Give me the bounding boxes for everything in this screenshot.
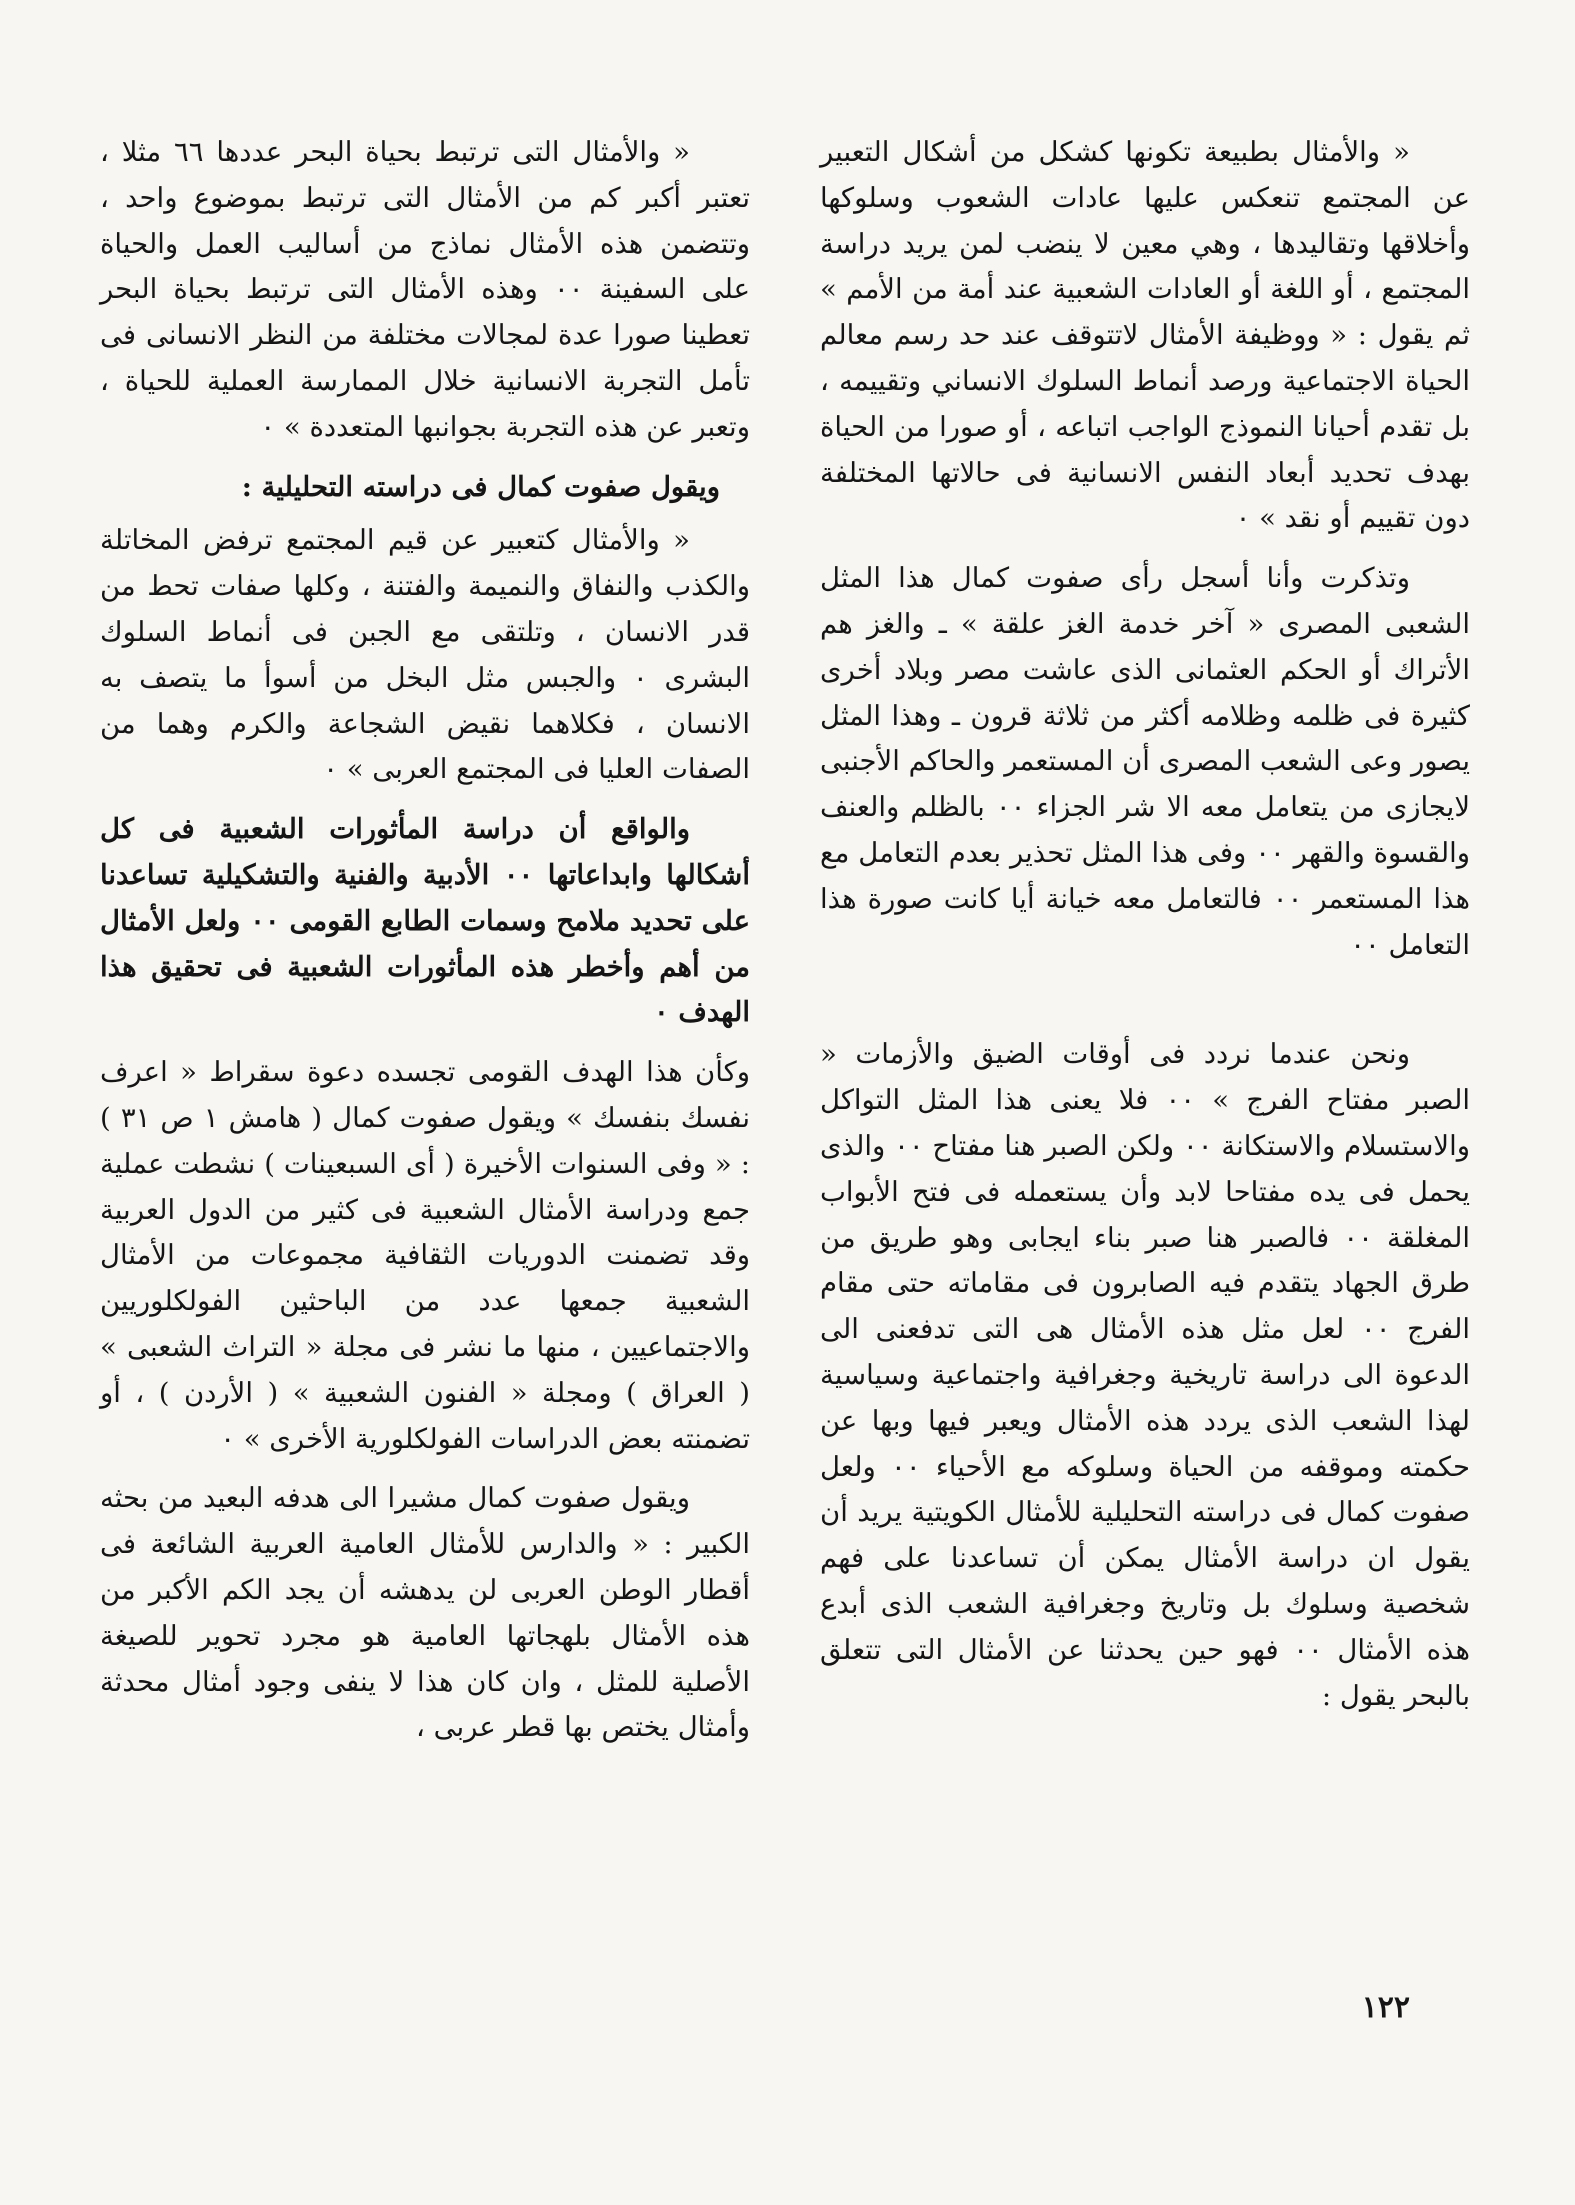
paragraph: « والأمثال كتعبير عن قيم المجتمع ترفض المخاتلة والكذب والنفاق والنميمة والفتنة ، وكلها صفات تحط من قدر الانسان ، وتلتقى مع الجبن فى أنماط السلوك البشرى ٠ والجبس مثل البخل من أسوأ ما يتصف به الانسان ، فكلاهما نقيض الشجاعة والكرم وهما من الصفات العليا فى المجتمع العربى » ٠ [100, 524, 750, 786]
paragraph: « والأمثال بطبيعة تكونها كشكل من أشكال التعبير عن المجتمع تنعكس عليها عادات الشعوب وسلوكها وأخلاقها وتقاليدها ، وهي معين لا ينضب لمن يريد دراسة المجتمع ، أو اللغة أو العادات الشعبية عند أمة من الأمم » ثم يقول : « ووظيفة الأمثال لاتتوقف عند حد رسم معالم الحياة الاجتماعية ورصد أنماط السلوك الانساني وتقييمه ، بل تقدم أحيانا النموذج الواجب اتباعه ، أو صورا من الحياة بهدف تحديد أبعاد النفس الانسانية فى حالاتها المختلفة دون تقييم أو نقد » ٠ [820, 136, 1470, 535]
paragraph: « والأمثال التى ترتبط بحياة البحر عددها ٦٦ مثلا ، تعتبر أكبر كم من الأمثال التى ترتبط بموضوع واحد ، وتتضمن هذه الأمثال نماذج من أساليب العمل والحياة على السفينة ٠٠ وهذه الأمثال التى ترتبط بحياة البحر تعطينا صورا عدة لمجالات مختلفة من النظر الانسانى فى تأمل التجربة الانسانية خلال الممارسة العملية للحياة ، وتعبر عن هذه التجربة بجوانبها المتعددة » ٠ [100, 136, 750, 443]
paragraph: ونحن عندما نردد فى أوقات الضيق والأزمات « الصبر مفتاح الفرج » ٠٠ فلا يعنى هذا المثل التواكل والاستسلام والاستكانة ٠٠ ولكن الصبر هنا مفتاح ٠٠ والذى يحمل فى يده مفتاحا لابد وأن يستعمله فى فتح الأبواب المغلقة ٠٠ فالصبر هنا صبر بناء ايجابى وهو طريق من طرق الجهاد يتقدم فيه الصابرون فى مقاماته حتى مقام الفرج ٠٠ لعل مثل هذه الأمثال هى التى تدفعنى الى الدعوة الى دراسة تاريخية وجغرافية واجتماعية وسياسية لهذا الشعب الذى يردد هذه الأمثال ويعبر فيها وبها عن حكمته وموقفه من الحياة وسلوكه مع الأحياء ٠٠ ولعل صفوت كمال فى دراسته التحليلية للأمثال الكويتية يريد أن يقول ان دراسة الأمثال يمكن أن تساعدنا على فهم شخصية وسلوك بل وتاريخ وجغرافية الشعب الذى أبدع هذه الأمثال ٠٠ فهو حين يحدثنا عن الأمثال التى تتعلق بالبحر يقول : [820, 1038, 1471, 1712]
section-heading: ويقول صفوت كمال فى دراسته التحليلية : [241, 470, 720, 503]
page-number: ١٢٢ [1361, 1990, 1410, 2025]
paragraph: وكأن هذا الهدف القومى تجسده دعوة سقراط « اعرف نفسك بنفسك » ويقول صفوت كمال ( هامش ١ ص ٣١ ) : « وفى السنوات الأخيرة ( أى السبعينات ) نشطت عملية جمع ودراسة الأمثال الشعبية فى كثير من الدول العربية وقد تضمنت الدوريات الثقافية مجموعات من الأمثال الشعبية جمعها عدد من الباحثين الفولكلوريين والاجتماعيين ، منها ما نشر فى مجلة « التراث الشعبى » ( العراق ) ومجلة « الفنون الشعبية » ( الأردن ) ، أو تضمنته بعض الدراسات الفولكلورية الأخرى » ٠ [100, 1056, 750, 1455]
left-column [100, 130, 750, 1765]
column-spacer [820, 982, 1470, 1032]
right-column [820, 130, 1470, 1733]
paragraph: ويقول صفوت كمال مشيرا الى هدفه البعيد من بحثه الكبير : « والدارس للأمثال العامية العربية الشائعة فى أقطار الوطن العربى لن يدهشه أن يجد الكم الأكبر من هذه الأمثال بلهجاتها العامية هو مجرد تحوير للصيغة الأصلية للمثل ، وان كان هذا لا ينفى وجود أمثال محدثة وأمثال يختص بها قطر عربى ، [100, 1482, 750, 1744]
paragraph: وتذكرت وأنا أسجل رأى صفوت كمال هذا المثل الشعبى المصرى « آخر خدمة الغز علقة » ـ والغز هم الأتراك أو الحكم العثمانى الذى عاشت مصر وبلاد أخرى كثيرة فى ظلمه وظلامه أكثر من ثلاثة قرون ـ وهذا المثل يصور وعى الشعب المصرى أن المستعمر والحاكم الأجنبى لايجازى من يتعامل معه الا شر الجزاء ٠٠ بالظلم والعنف والقسوة والقهر ٠٠ وفى هذا المثل تحذير بعدم التعامل مع هذا المستعمر ٠٠ فالتعامل معه خيانة أيا كانت صورة هذا التعامل ٠٠ [820, 562, 1471, 961]
emphasized-paragraph: والواقع أن دراسة المأثورات الشعبية فى كل أشكالها وابداعاتها ٠٠ الأدبية والفنية والتشكيلية تساعدنا على تحديد ملامح وسمات الطابع القومى ٠٠ ولعل الأمثال من أهم وأخطر هذه المأثورات الشعبية فى تحقيق هذا الهدف ٠ [100, 813, 750, 1029]
